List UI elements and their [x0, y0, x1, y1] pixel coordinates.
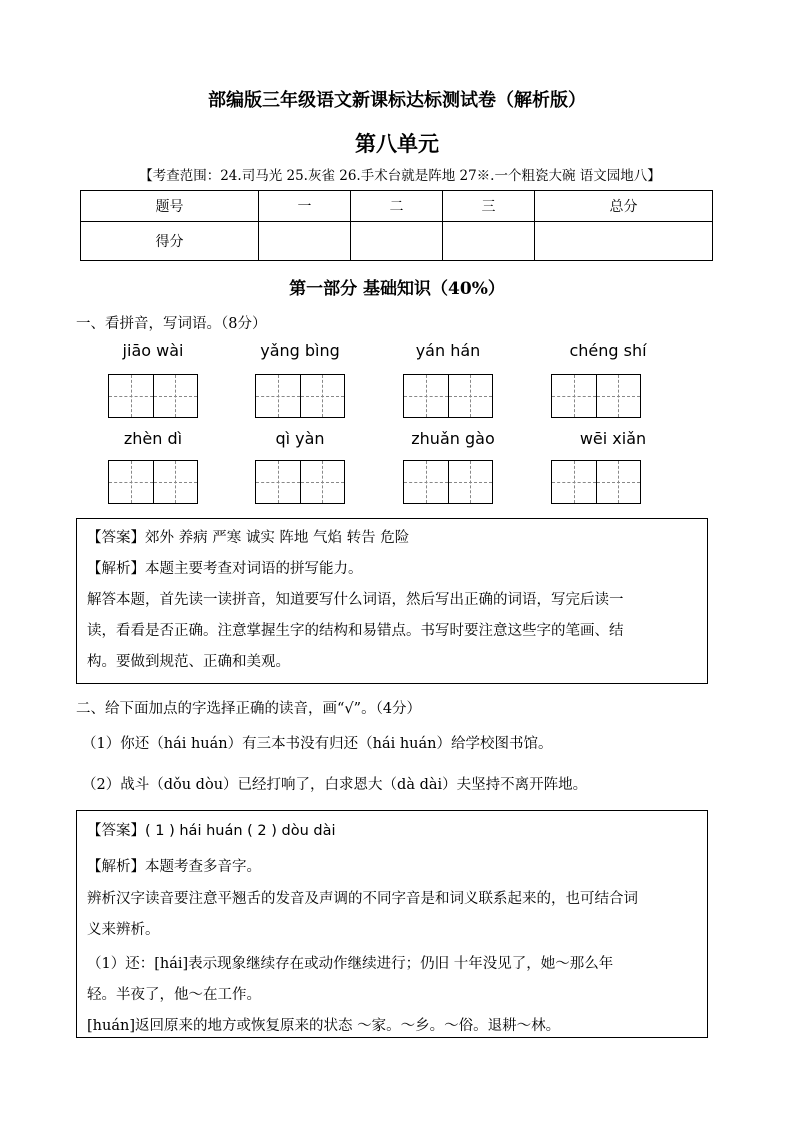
analysis-tag: 【解析】: [87, 859, 145, 875]
analysis-body-line: 构。要做到规范、正确和美观。: [87, 654, 290, 670]
exam-scope: 【考查范围：24.司马光 25.灰雀 26.手术台就是阵地 27※.一个粗瓷大碗 语文园地八】: [139, 168, 661, 184]
pinyin-label: jiāo wài: [122, 341, 184, 360]
score-cell[interactable]: [350, 222, 442, 261]
analysis-body-line: [huán]返回原来的地方或恢复原来的状态 ～家。～乡。～俗。退耕～林。: [87, 1018, 561, 1034]
analysis-body-line: 义来辨析。: [87, 922, 160, 938]
analysis-body-line: 辨析汉字读音要注意平翘舌的发音及声调的不同字音是和词义联系起来的，也可结合词: [87, 891, 638, 907]
writing-grid[interactable]: [403, 374, 493, 418]
writing-grid[interactable]: [403, 460, 493, 504]
pinyin-label: yǎng bìng: [260, 341, 340, 360]
score-row-label: 得分: [81, 222, 259, 261]
score-header-total: 总分: [535, 191, 713, 222]
part1-title: 第一部分 基础知识（40%）: [289, 279, 505, 299]
analysis-line: [87, 557, 363, 578]
q2-item-2: （2）战斗（dǒu dòu）已经打响了，白求恩大（dà dài）夫坚持不离开阵地。: [82, 777, 588, 793]
writing-grid[interactable]: [108, 374, 198, 418]
answer-tag: 【答案】: [87, 530, 145, 546]
analysis-body-line: 读，看看是否正确。注意掌握生字的结构和易错点。书写时要注意这些字的笔画、结: [87, 623, 624, 639]
score-header-number: 题号: [81, 191, 259, 222]
q1-title: 一、看拼音，写词语。（8分）: [76, 316, 267, 332]
score-header-three: 三: [443, 191, 535, 222]
analysis-text: 本题考查多音字。: [145, 859, 261, 875]
analysis-body-line: 轻。半夜了，他～在工作。: [87, 987, 261, 1003]
score-cell[interactable]: [535, 222, 713, 261]
answer-text: ( 1 ) hái huán ( 2 ) dòu dài: [145, 823, 336, 839]
pinyin-label: chéng shí: [569, 341, 647, 360]
unit-title: 第八单元: [355, 132, 439, 156]
writing-grid[interactable]: [255, 374, 345, 418]
answer-box-1: [76, 518, 708, 684]
q2-title: 二、给下面加点的字选择正确的读音，画“√”。（4分）: [76, 701, 422, 717]
analysis-line: [87, 855, 261, 876]
writing-grid[interactable]: [255, 460, 345, 504]
document-title: 部编版三年级语文新课标达标测试卷（解析版）: [208, 90, 586, 111]
analysis-text: 本题主要考查对词语的拼写能力。: [145, 561, 363, 577]
answer-text: 郊外 养病 严寒 诚实 阵地 气焰 转告 危险: [145, 530, 410, 546]
writing-grid[interactable]: [551, 460, 641, 504]
answer-box-2: [76, 810, 708, 1038]
answer-line: [87, 526, 409, 547]
analysis-tag: 【解析】: [87, 561, 145, 577]
pinyin-label: zhuǎn gào: [411, 429, 495, 448]
answer-tag: 【答案】: [87, 823, 145, 839]
analysis-body-line: （1）还：[hái]表示现象继续存在或动作继续进行；仍旧 十年没见了，她～那么年: [87, 956, 614, 972]
q2-item-1: （1）你还（hái huán）有三本书没有归还（hái huán）给学校图书馆。: [82, 736, 553, 752]
pinyin-label: yán hán: [415, 341, 481, 360]
pinyin-label: wēi xiǎn: [579, 429, 647, 448]
pinyin-label: qì yàn: [275, 429, 325, 448]
answer-line: [87, 819, 336, 840]
score-header-one: 一: [258, 191, 350, 222]
score-header-two: 二: [350, 191, 442, 222]
pinyin-label: zhèn dì: [123, 429, 183, 448]
score-table: [80, 190, 713, 261]
writing-grid[interactable]: [108, 460, 198, 504]
score-cell[interactable]: [443, 222, 535, 261]
writing-grid[interactable]: [551, 374, 641, 418]
score-cell[interactable]: [258, 222, 350, 261]
analysis-body-line: 解答本题，首先读一读拼音，知道要写什么词语，然后写出正确的词语，写完后读一: [87, 592, 624, 608]
